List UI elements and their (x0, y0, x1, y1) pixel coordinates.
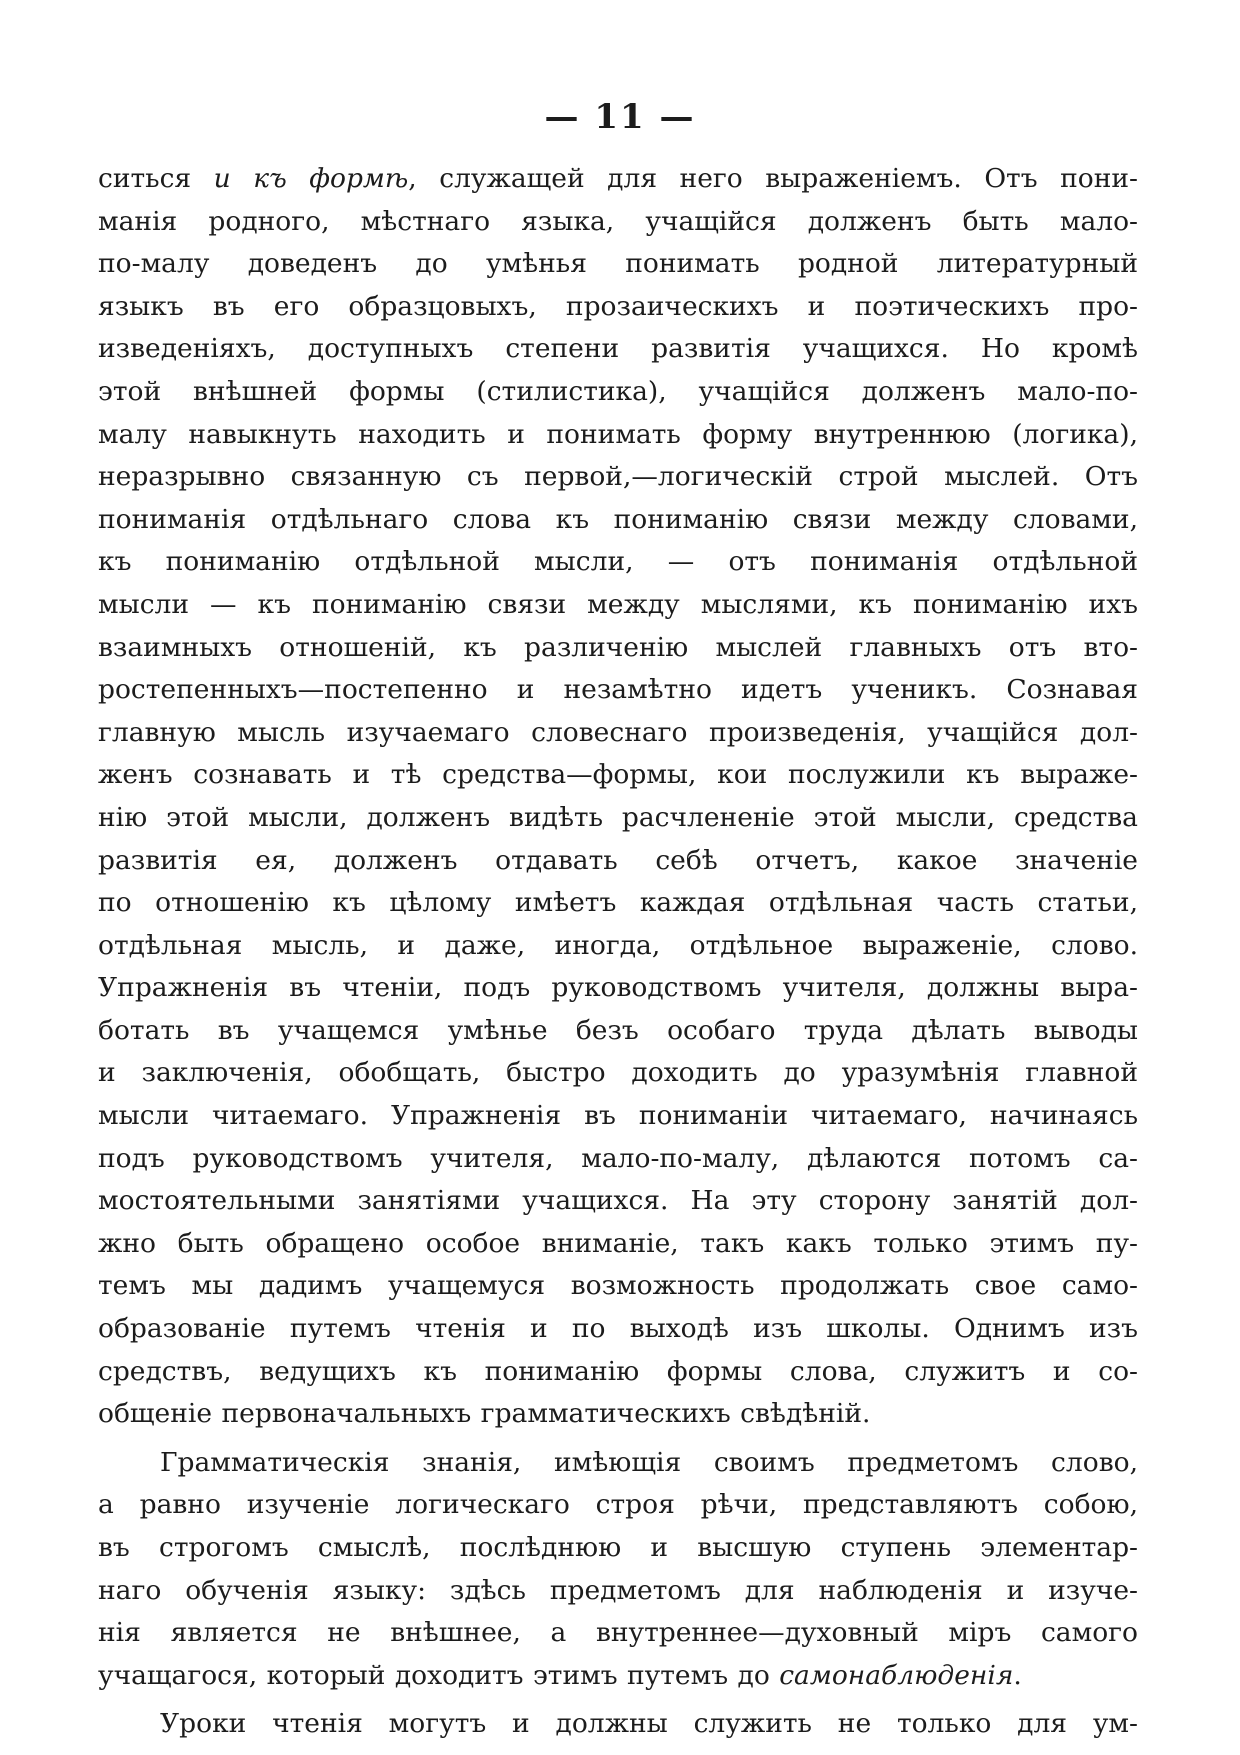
text-line: а равно изученіе логическаго строя рѣчи, представляютъ собою, (98, 1489, 1138, 1521)
page-number: — 11 — (544, 97, 696, 137)
text-line: нію этой мысли, долженъ видѣть расчлененіе этой мысли, средства (98, 801, 1138, 833)
text-line: наго обученія языку: здѣсь предметомъ для наблюденія и изуче- (98, 1574, 1138, 1606)
text-line: манія родного, мѣстнаго языка, учащійся долженъ быть мало- (98, 205, 1138, 237)
text-line: ростепенныхъ—постепенно и незамѣтно идетъ ученикъ. Сознавая (98, 674, 1138, 706)
text-line: мысли — къ пониманію связи между мыслями, къ пониманію ихъ (98, 588, 1138, 620)
paragraph-start-line: Грамматическія знанія, имѣющія своимъ предметомъ слово, (160, 1446, 1138, 1478)
paragraph-end-line: общеніе первоначальныхъ грамматическихъ свѣдѣній. (98, 1398, 871, 1430)
body-text (98, 158, 1138, 1746)
text-line: Упражненія въ чтеніи, подъ руководствомъ учителя, должны выра- (98, 972, 1138, 1004)
text-line: взаимныхъ отношеній, къ различенію мыслей главныхъ отъ вто- (98, 631, 1138, 663)
text-line: средствъ, ведущихъ къ пониманію формы слова, служитъ и со- (98, 1355, 1138, 1387)
text-line: этой внѣшней формы (стилистика), учащійся долженъ мало-по- (98, 375, 1138, 407)
text-line: мостоятельными занятіями учащихся. На эту сторону занятій дол- (98, 1185, 1138, 1217)
text-line: въ строгомъ смыслѣ, послѣднюю и высшую ступень элементар- (98, 1532, 1138, 1563)
text-line: ботать въ учащемся умѣнье безъ особаго труда дѣлать выводы (98, 1014, 1138, 1046)
text-line: малу навыкнуть находить и понимать форму внутреннюю (логика), (98, 418, 1138, 450)
text-line: пониманія отдѣльнаго слова къ пониманію связи между словами, (98, 503, 1138, 535)
text-line: и заключенія, обобщать, быстро доходить до уразумѣнія главной (98, 1057, 1138, 1089)
text-line: къ пониманію отдѣльной мысли, — отъ пониманія отдѣльной (98, 546, 1138, 578)
text-line: по отношенію къ цѣлому имѣетъ каждая отдѣльная часть статьи, (98, 887, 1138, 919)
text-line: мысли читаемаго. Упражненія въ пониманіи читаемаго, начинаясь (98, 1100, 1138, 1132)
paragraph-start-line: Уроки чтенія могутъ и должны служить не только для ум- (160, 1708, 1138, 1740)
text-line: языкъ въ его образцовыхъ, прозаическихъ и поэтическихъ про- (98, 290, 1138, 322)
text-line: нія является не внѣшнее, а внутреннее—духовный міръ самого (98, 1617, 1138, 1649)
italic-phrase: самонаблюденія (779, 1659, 1014, 1691)
text-line: отдѣльная мысль, и даже, иногда, отдѣльное выраженіе, слово. (98, 929, 1138, 961)
text-line: неразрывно связанную съ первой,—логическій строй мыслей. Отъ (98, 461, 1138, 493)
text-line: по-малу доведенъ до умѣнья понимать родной литературный (98, 248, 1138, 280)
text-line: главную мысль изучаемаго словеснаго произведенія, учащійся дол- (98, 716, 1138, 748)
text-line: развитія ея, долженъ отдавать себѣ отчетъ, какое значеніе (98, 844, 1138, 876)
text-line: ситься и къ формѣ, служащей для него выраженіемъ. Отъ пони- (98, 163, 1138, 194)
text-line: женъ сознавать и тѣ средства—формы, кои послужили къ выраже- (98, 759, 1138, 791)
text-line: темъ мы дадимъ учащемуся возможность продолжать свое само- (98, 1270, 1138, 1302)
text-line: жно быть обращено особое вниманіе, такъ какъ только этимъ пу- (98, 1227, 1138, 1259)
italic-phrase: и къ формѣ (213, 163, 409, 194)
text-line: подъ руководствомъ учителя, мало-по-малу, дѣлаются потомъ са- (98, 1142, 1138, 1174)
text-line: изведеніяхъ, доступныхъ степени развитія учащихся. Но кромѣ (98, 333, 1138, 365)
text-line: образованіе путемъ чтенія и по выходѣ изъ школы. Однимъ изъ (98, 1313, 1138, 1345)
paragraph-end-line: учащагося, который доходитъ этимъ путемъ до самонаблюденія. (98, 1659, 1022, 1691)
